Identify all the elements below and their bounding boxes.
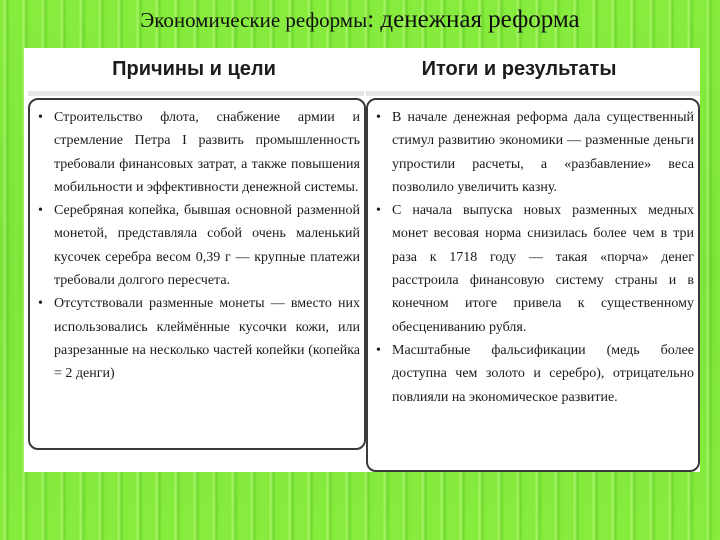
bullet-icon: • xyxy=(376,110,381,125)
list-item xyxy=(36,199,360,292)
title-part-1: Экономические реформы xyxy=(140,8,368,32)
causes-list xyxy=(30,100,364,386)
list-item xyxy=(374,199,694,339)
results-box xyxy=(366,98,700,472)
list-item-text: Серебряная копейка, бывшая основной разменной монетой, представляла собой очень маленький кусочек серебра весом 0,39 г — крупные платежи требовали долгого пересчета. xyxy=(54,203,360,289)
title-part-2: : денежная реформа xyxy=(367,6,580,33)
list-item xyxy=(374,339,694,409)
results-list xyxy=(368,100,698,409)
content-panel xyxy=(24,48,700,472)
bullet-icon: • xyxy=(376,342,381,358)
left-column-heading: Причины и цели xyxy=(112,58,276,80)
list-item-text: Отсутствовали разменные монеты — вместо них использовались клеймённые кусочки кожи, или разрезанные на несколько частей копейки (копейка = 2 денги) xyxy=(54,296,360,382)
list-item-text: Строительство флота, снабжение армии и стремление Петра I развить промышленность требовали финансовых затрат, а также повышения мобильности и эффективности денежной системы. xyxy=(54,110,360,195)
bullet-icon: • xyxy=(38,296,43,312)
slide-title xyxy=(0,6,720,34)
list-item-text: Масштабные фальсификации (медь более доступна чем золото и серебро), отрицательно повлияли на экономическое развитие. xyxy=(392,342,694,405)
bullet-icon: • xyxy=(38,203,43,219)
causes-box xyxy=(28,98,366,450)
list-item xyxy=(36,106,360,199)
list-item-text: С начала выпуска новых разменных медных монет весовая норма снизилась более чем в три раза к 1718 году — такая «порча» денег расстроила финансовую систему страны и в конечном итоге привела к существенному обесцениванию рубля. xyxy=(392,203,694,335)
list-item xyxy=(374,106,694,199)
left-heading-underline xyxy=(28,91,364,96)
list-item-text: В начале денежная реформа дала существенный стимул развитию экономики — разменные деньги упростили расчеты, а «разбавление» веса позволило увеличить казну. xyxy=(392,110,694,195)
right-heading-underline xyxy=(366,91,700,96)
bullet-icon: • xyxy=(376,203,381,219)
list-item xyxy=(36,292,360,385)
right-column-heading: Итоги и результаты xyxy=(421,58,617,80)
bullet-icon: • xyxy=(38,110,43,125)
